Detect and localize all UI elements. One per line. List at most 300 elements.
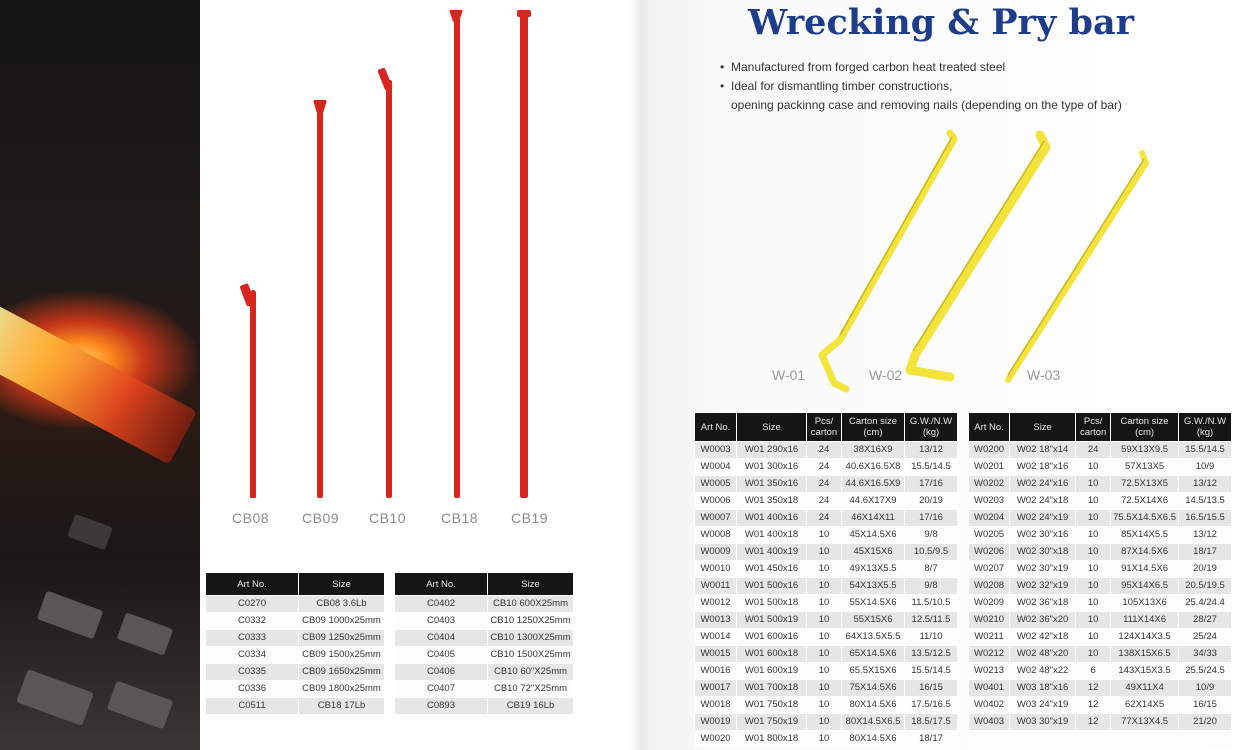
- col-size: Size: [299, 573, 385, 596]
- table-cell: 10: [1076, 578, 1111, 595]
- table-cell: W01 300x16: [737, 459, 807, 476]
- table-cell: C0406: [395, 664, 488, 681]
- table-cell: 44.6X16.5X9: [842, 476, 905, 493]
- cb09-bar-shaft: [317, 110, 323, 498]
- table-cell: 15.5/14.5: [905, 459, 958, 476]
- page-title: Wrecking & Pry bar: [748, 2, 1135, 43]
- table-cell: W02 42"x18: [1010, 629, 1076, 646]
- table-row: [206, 630, 385, 647]
- feature-list: [720, 58, 1122, 115]
- table-row: [395, 698, 574, 715]
- col-size: Size: [1010, 413, 1076, 442]
- table-cell: W02 30"x16: [1010, 527, 1076, 544]
- table-cell: W01 290x16: [737, 442, 807, 459]
- table-cell: W0212: [969, 646, 1010, 663]
- cb09-label: CB09: [302, 510, 340, 526]
- table-cell: 124X14X3.5: [1111, 629, 1179, 646]
- table-cell: W0207: [969, 561, 1010, 578]
- table-cell: 12.5/11.5: [905, 612, 958, 629]
- table-cell: [1179, 731, 1232, 748]
- table-cell: 11/10: [905, 629, 958, 646]
- table-cell: C0332: [206, 613, 299, 630]
- table-cell: W03 30"x19: [1010, 714, 1076, 731]
- table-cell: 24: [807, 459, 842, 476]
- table-cell: 24: [807, 476, 842, 493]
- table-row: [695, 476, 958, 493]
- table-cell: W02 24"x16: [1010, 476, 1076, 493]
- table-cell: W02 30"x19: [1010, 561, 1076, 578]
- table-cell: W01 500x19: [737, 612, 807, 629]
- table-cell: W01 750x19: [737, 714, 807, 731]
- table-cell: W0401: [969, 680, 1010, 697]
- table-cell: W0210: [969, 612, 1010, 629]
- table-cell: 11.5/10.5: [905, 595, 958, 612]
- forge-photo: [0, 0, 200, 750]
- table-cell: CB09 1500x25mm: [299, 647, 385, 664]
- coal-chunk: [16, 669, 94, 726]
- table-cell: 10/9: [1179, 680, 1232, 697]
- table-cell: W01 600x16: [737, 629, 807, 646]
- table-cell: 105X13X6: [1111, 595, 1179, 612]
- table-cell: W0014: [695, 629, 737, 646]
- table-cell: 10: [1076, 493, 1111, 510]
- table-row: [206, 698, 385, 715]
- table-cell: 87X14.5X6: [1111, 544, 1179, 561]
- table-cell: CB09 1800x25mm: [299, 681, 385, 698]
- table-cell: C0511: [206, 698, 299, 715]
- w-01-bar: [822, 133, 954, 389]
- table-cell: W0201: [969, 459, 1010, 476]
- table-row: [695, 714, 958, 731]
- w-01-label: W-01: [772, 367, 806, 383]
- right-table-1: [694, 412, 958, 748]
- col-art-no: Art No.: [395, 573, 488, 596]
- table-row: [695, 527, 958, 544]
- table-row: [695, 731, 958, 748]
- table-cell: W0018: [695, 697, 737, 714]
- table-cell: W0003: [695, 442, 737, 459]
- table-cell: W03 24"x19: [1010, 697, 1076, 714]
- table-cell: W02 48"x22: [1010, 663, 1076, 680]
- table-row: [695, 561, 958, 578]
- table-cell: [1076, 731, 1111, 748]
- table-cell: 55X15X6: [842, 612, 905, 629]
- table-row: [969, 561, 1232, 578]
- right-table-2: [968, 412, 1232, 748]
- table-cell: 38X16X9: [842, 442, 905, 459]
- table-cell: W02 18"x14: [1010, 442, 1076, 459]
- col-weight: G.W./N.W (kg): [905, 413, 958, 442]
- table-cell: W02 30"x18: [1010, 544, 1076, 561]
- table-row: [206, 647, 385, 664]
- table-cell: 13/12: [1179, 476, 1232, 493]
- table-cell: 10: [807, 714, 842, 731]
- table-row: [395, 596, 574, 613]
- table-cell: 16/15: [1179, 697, 1232, 714]
- table-cell: 21/20: [1179, 714, 1232, 731]
- table-cell: W0209: [969, 595, 1010, 612]
- table-cell: W02 18"x16: [1010, 459, 1076, 476]
- table-cell: 62X14X5: [1111, 697, 1179, 714]
- table-cell: W02 36"x18: [1010, 595, 1076, 612]
- right-table-2-body: [969, 442, 1232, 748]
- table-row: [206, 664, 385, 681]
- table-row: [969, 731, 1232, 748]
- table-cell: 25.5/24.5: [1179, 663, 1232, 680]
- table-cell: 143X15X3.5: [1111, 663, 1179, 680]
- table-row: [695, 544, 958, 561]
- coal-chunk: [67, 514, 113, 550]
- table-cell: CB10 1250X25mm: [488, 613, 574, 630]
- table-row: [969, 646, 1232, 663]
- table-cell: 24: [1076, 442, 1111, 459]
- table-cell: W0213: [969, 663, 1010, 680]
- table-cell: W02 48"x20: [1010, 646, 1076, 663]
- table-cell: CB10 1500X25mm: [488, 647, 574, 664]
- table-cell: W0008: [695, 527, 737, 544]
- table-cell: 65X14.5X6: [842, 646, 905, 663]
- table-cell: W01 450x16: [737, 561, 807, 578]
- table-row: [969, 714, 1232, 731]
- table-cell: C0407: [395, 681, 488, 698]
- table-cell: W0007: [695, 510, 737, 527]
- table-cell: CB10 60"X25mm: [488, 664, 574, 681]
- col-pcs-carton: Pcs/ carton: [1076, 413, 1111, 442]
- table-cell: W0015: [695, 646, 737, 663]
- table-cell: 15.5/14.5: [905, 663, 958, 680]
- table-cell: 10: [807, 578, 842, 595]
- table-cell: W0200: [969, 442, 1010, 459]
- table-cell: W02 24"x18: [1010, 493, 1076, 510]
- table-cell: 24: [807, 510, 842, 527]
- table-cell: 77X13X4.5: [1111, 714, 1179, 731]
- table-cell: 9/8: [905, 527, 958, 544]
- table-cell: [1010, 731, 1076, 748]
- hot-iron-bar: [0, 304, 197, 465]
- table-cell: W01 400x19: [737, 544, 807, 561]
- table-cell: 18.5/17.5: [905, 714, 958, 731]
- left-table-1-body: [206, 596, 385, 715]
- table-cell: 10: [1076, 646, 1111, 663]
- table-cell: 20/19: [905, 493, 958, 510]
- table-cell: 55X14.5X6: [842, 595, 905, 612]
- table-cell: 10: [1076, 629, 1111, 646]
- table-cell: 54X13X5.5: [842, 578, 905, 595]
- table-cell: W0202: [969, 476, 1010, 493]
- col-weight: G.W./N.W (kg): [1179, 413, 1232, 442]
- left-table-1: [205, 572, 385, 715]
- table-cell: W0017: [695, 680, 737, 697]
- table-cell: 49X11X4: [1111, 680, 1179, 697]
- table-cell: 10: [807, 544, 842, 561]
- table-cell: W02 36"x20: [1010, 612, 1076, 629]
- table-cell: W0211: [969, 629, 1010, 646]
- col-art-no: Art No.: [206, 573, 299, 596]
- table-row: [695, 442, 958, 459]
- table-cell: W0204: [969, 510, 1010, 527]
- table-cell: W0403: [969, 714, 1010, 731]
- table-cell: 12: [1076, 714, 1111, 731]
- table-cell: W0005: [695, 476, 737, 493]
- table-cell: 95X14X6.5: [1111, 578, 1179, 595]
- table-cell: 10: [807, 612, 842, 629]
- table-cell: 6: [1076, 663, 1111, 680]
- table-cell: 18/17: [905, 731, 958, 748]
- table-cell: 75.5X14.5X6.5: [1111, 510, 1179, 527]
- table-cell: 13/12: [1179, 527, 1232, 544]
- table-cell: W01 600x18: [737, 646, 807, 663]
- table-cell: 25.4/24.4: [1179, 595, 1232, 612]
- table-cell: W0208: [969, 578, 1010, 595]
- table-cell: C0335: [206, 664, 299, 681]
- table-cell: 34/33: [1179, 646, 1232, 663]
- cb18-bar-shaft: [454, 18, 460, 498]
- table-row: [695, 459, 958, 476]
- table-cell: 10: [807, 646, 842, 663]
- cb19-label: CB19: [511, 510, 549, 526]
- table-cell: W01 400x18: [737, 527, 807, 544]
- table-cell: W0012: [695, 595, 737, 612]
- table-cell: CB18 17Lb: [299, 698, 385, 715]
- table-cell: 10: [807, 680, 842, 697]
- table-cell: 44.6X17X9: [842, 493, 905, 510]
- table-cell: 75X14.5X6: [842, 680, 905, 697]
- table-cell: 17/16: [905, 476, 958, 493]
- table-row: [969, 493, 1232, 510]
- table-cell: 10: [1076, 544, 1111, 561]
- table-cell: 57X13X5: [1111, 459, 1179, 476]
- feature-item: • Manufactured from forged carbon heat treated steel: [720, 58, 1122, 77]
- table-row: [969, 629, 1232, 646]
- table-cell: 10: [807, 629, 842, 646]
- table-row: [969, 527, 1232, 544]
- table-row: [969, 612, 1232, 629]
- col-pcs-carton: Pcs/ carton: [807, 413, 842, 442]
- table-cell: C0403: [395, 613, 488, 630]
- table-cell: 10: [1076, 612, 1111, 629]
- table-cell: W01 700x18: [737, 680, 807, 697]
- table-cell: W0004: [695, 459, 737, 476]
- table-cell: 24: [807, 442, 842, 459]
- table-cell: 65.5X15X6: [842, 663, 905, 680]
- table-row: [969, 595, 1232, 612]
- col-size: Size: [488, 573, 574, 596]
- table-cell: 64X13.5X5.5: [842, 629, 905, 646]
- table-cell: 40.6X16.5X8: [842, 459, 905, 476]
- table-row: [395, 664, 574, 681]
- table-cell: C0333: [206, 630, 299, 647]
- table-row: [206, 681, 385, 698]
- table-row: [695, 663, 958, 680]
- table-cell: W01 500x18: [737, 595, 807, 612]
- table-cell: 10: [1076, 459, 1111, 476]
- table-cell: 10: [807, 527, 842, 544]
- table-cell: C0404: [395, 630, 488, 647]
- table-cell: 111X14X6: [1111, 612, 1179, 629]
- table-cell: 72.5X13X5: [1111, 476, 1179, 493]
- table-cell: 14.5/13.5: [1179, 493, 1232, 510]
- w-03-shade: [1008, 159, 1144, 375]
- table-cell: CB09 1650x25mm: [299, 664, 385, 681]
- table-row: [695, 595, 958, 612]
- cb18-label: CB18: [441, 510, 479, 526]
- table-cell: 28/27: [1179, 612, 1232, 629]
- coal-chunk: [107, 681, 174, 730]
- table-cell: W0020: [695, 731, 737, 748]
- table-cell: 45X15X6: [842, 544, 905, 561]
- table-cell: W01 600x19: [737, 663, 807, 680]
- table-row: [969, 459, 1232, 476]
- w-01-shade: [840, 137, 952, 335]
- table-cell: W0013: [695, 612, 737, 629]
- table-cell: 16.5/15.5: [1179, 510, 1232, 527]
- table-cell: W01 800x18: [737, 731, 807, 748]
- table-cell: 17.5/16.5: [905, 697, 958, 714]
- table-cell: 24: [807, 493, 842, 510]
- table-cell: W02 24"x19: [1010, 510, 1076, 527]
- table-cell: 49X13X5.5: [842, 561, 905, 578]
- table-row: [969, 697, 1232, 714]
- table-row: [695, 510, 958, 527]
- table-cell: 13.5/12.5: [905, 646, 958, 663]
- table-row: [695, 578, 958, 595]
- table-cell: CB09 1250x25mm: [299, 630, 385, 647]
- table-cell: W0009: [695, 544, 737, 561]
- table-cell: W0206: [969, 544, 1010, 561]
- table-cell: 12: [1076, 680, 1111, 697]
- table-row: [395, 647, 574, 664]
- table-row: [969, 680, 1232, 697]
- feature-item: • Ideal for dismantling timber constructions,: [720, 77, 1122, 96]
- cb10-label: CB10: [369, 510, 407, 526]
- table-cell: CB10 600X25mm: [488, 596, 574, 613]
- table-cell: 80X14.5X6.5: [842, 714, 905, 731]
- table-cell: W01 500x16: [737, 578, 807, 595]
- table-row: [695, 646, 958, 663]
- table-cell: W0016: [695, 663, 737, 680]
- table-row: [206, 613, 385, 630]
- table-row: [395, 630, 574, 647]
- table-cell: 10.5/9.5: [905, 544, 958, 561]
- table-cell: W0006: [695, 493, 737, 510]
- table-cell: 15.5/14.5: [1179, 442, 1232, 459]
- table-cell: 10: [807, 731, 842, 748]
- cb19-bar-shaft: [520, 14, 528, 498]
- table-cell: 85X14X5.5: [1111, 527, 1179, 544]
- left-table-2: [394, 572, 574, 715]
- table-cell: [1111, 731, 1179, 748]
- col-carton-size: Carton size (cm): [842, 413, 905, 442]
- w-02-label: W-02: [869, 367, 903, 383]
- table-cell: 10: [1076, 476, 1111, 493]
- col-art-no: Art No.: [695, 413, 737, 442]
- col-carton-size: Carton size (cm): [1111, 413, 1179, 442]
- table-cell: W0011: [695, 578, 737, 595]
- table-cell: 46X14X11: [842, 510, 905, 527]
- table-cell: 59X13X9.5: [1111, 442, 1179, 459]
- table-cell: W0205: [969, 527, 1010, 544]
- table-row: [695, 493, 958, 510]
- table-row: [395, 613, 574, 630]
- table-cell: C0336: [206, 681, 299, 698]
- table-cell: 72.5X14X6: [1111, 493, 1179, 510]
- table-cell: 16/15: [905, 680, 958, 697]
- table-cell: 18/17: [1179, 544, 1232, 561]
- cb10-bar-shaft: [386, 80, 392, 498]
- yellow-bars-illustration: [800, 125, 1160, 395]
- table-row: [969, 510, 1232, 527]
- col-art-no: Art No.: [969, 413, 1010, 442]
- table-cell: 12: [1076, 697, 1111, 714]
- table-cell: 10: [807, 697, 842, 714]
- table-cell: 10/9: [1179, 459, 1232, 476]
- table-cell: 8/7: [905, 561, 958, 578]
- table-cell: 10: [1076, 510, 1111, 527]
- w-03-label: W-03: [1027, 367, 1061, 383]
- feature-item: opening packinng case and removing nails (depending on the type of bar): [731, 98, 1122, 112]
- table-cell: 10: [1076, 561, 1111, 578]
- table-cell: W01 350x18: [737, 493, 807, 510]
- table-cell: 10: [1076, 527, 1111, 544]
- table-row: [969, 663, 1232, 680]
- table-row: [695, 629, 958, 646]
- table-row: [695, 612, 958, 629]
- coal-chunk: [37, 591, 104, 640]
- table-cell: C0270: [206, 596, 299, 613]
- table-row: [969, 442, 1232, 459]
- table-row: [395, 681, 574, 698]
- table-cell: CB09 1000x25mm: [299, 613, 385, 630]
- table-cell: W02 32"x19: [1010, 578, 1076, 595]
- cb08-bar-shaft: [250, 290, 256, 498]
- table-cell: 45X14.5X6: [842, 527, 905, 544]
- table-row: [969, 578, 1232, 595]
- table-cell: 10: [1076, 595, 1111, 612]
- table-cell: W01 750x18: [737, 697, 807, 714]
- table-cell: 13/12: [905, 442, 958, 459]
- table-cell: 10: [807, 561, 842, 578]
- table-cell: 20/19: [1179, 561, 1232, 578]
- page-spine: [630, 0, 650, 750]
- table-cell: C0402: [395, 596, 488, 613]
- col-size: Size: [737, 413, 807, 442]
- table-cell: W03 18"x16: [1010, 680, 1076, 697]
- table-row: [695, 697, 958, 714]
- table-row: [206, 596, 385, 613]
- table-cell: 25/24: [1179, 629, 1232, 646]
- table-cell: W01 400x16: [737, 510, 807, 527]
- table-cell: 10: [807, 663, 842, 680]
- table-cell: C0334: [206, 647, 299, 664]
- table-cell: CB08 3.6Lb: [299, 596, 385, 613]
- cb08-label: CB08: [232, 510, 270, 526]
- table-cell: 17/16: [905, 510, 958, 527]
- table-cell: CB10 1300X25mm: [488, 630, 574, 647]
- table-row: [695, 680, 958, 697]
- table-cell: W01 350x16: [737, 476, 807, 493]
- coal-chunk: [117, 612, 174, 655]
- table-cell: 20.5/19.5: [1179, 578, 1232, 595]
- table-row: [969, 476, 1232, 493]
- table-row: [969, 544, 1232, 561]
- table-cell: 80X14.5X6: [842, 731, 905, 748]
- table-cell: W0203: [969, 493, 1010, 510]
- table-cell: W0019: [695, 714, 737, 731]
- table-cell: [969, 731, 1010, 748]
- table-cell: C0405: [395, 647, 488, 664]
- table-cell: 138X15X6.5: [1111, 646, 1179, 663]
- table-cell: 91X14.5X6: [1111, 561, 1179, 578]
